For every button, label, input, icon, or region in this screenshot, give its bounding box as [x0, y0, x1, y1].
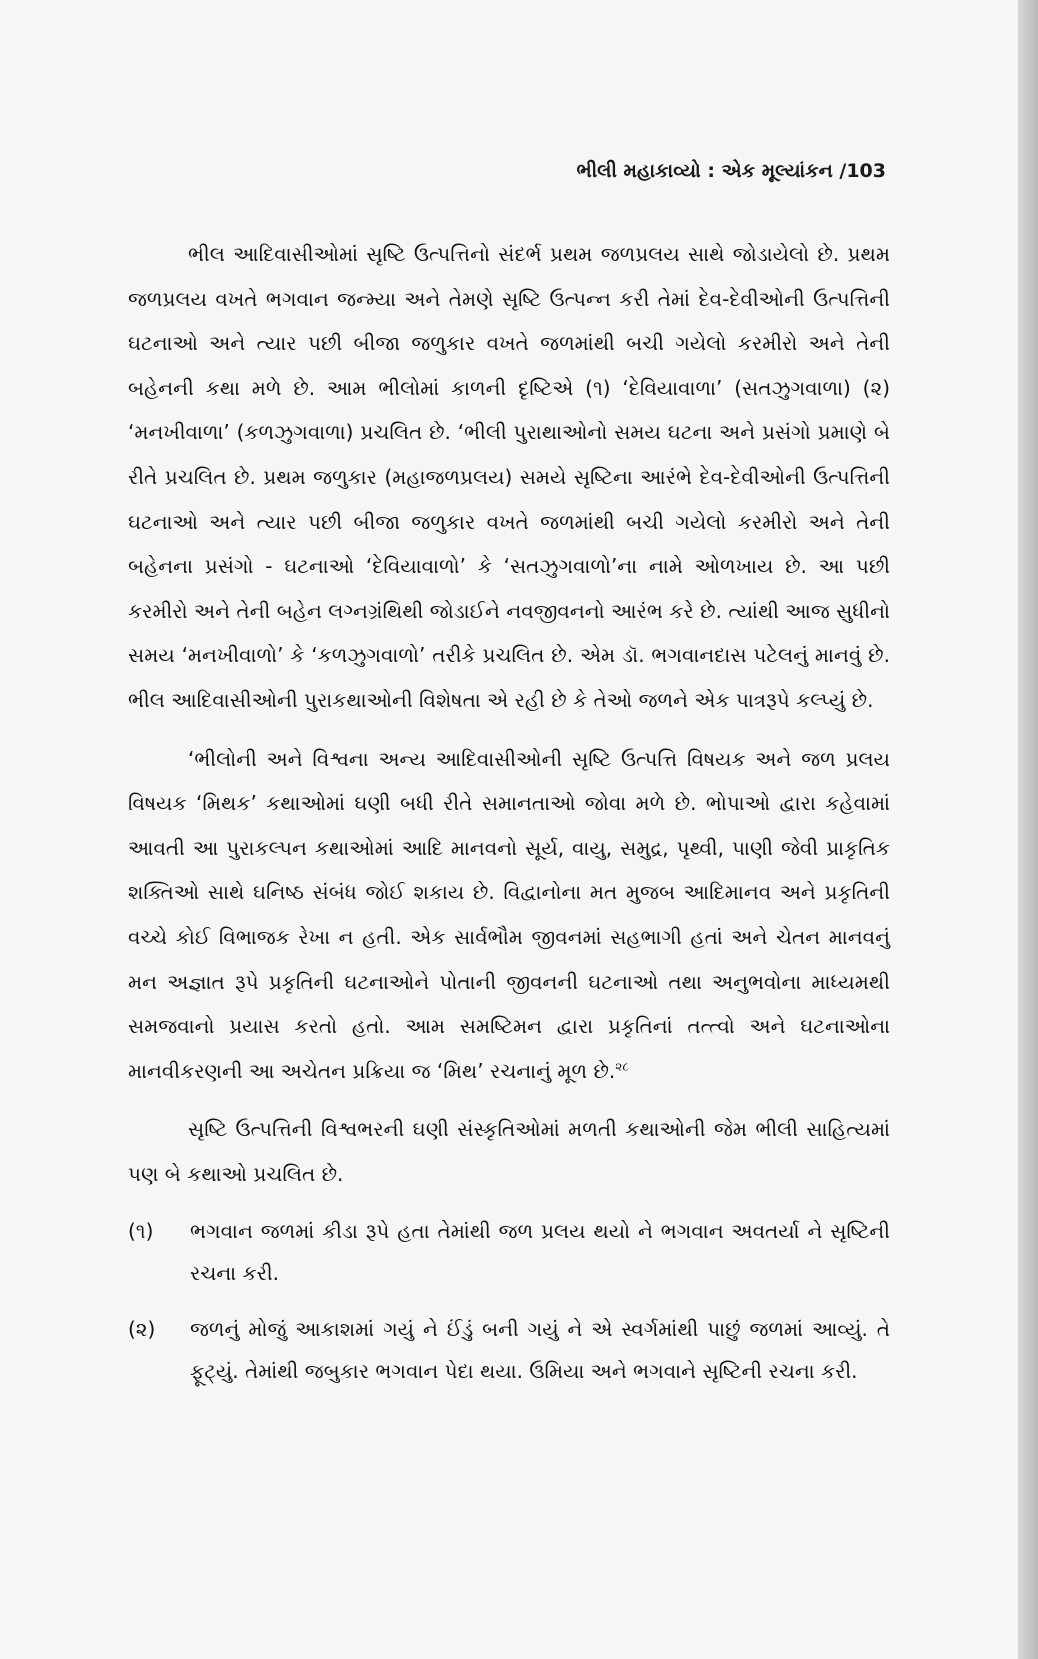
paragraph-text: ભીલ આદિવાસીઓમાં સૃષ્ટિ ઉત્પત્તિનો સંદર્ભ પ્રથમ જળપ્રલય સાથે જોડાયેલો છે. પ્રથમ જળપ્રલય વખતે ભગવાન જન્મ્યા અને તેમણે સૃષ્ટિ ઉત્પન્ન કરી તેમાં દેવ-દેવીઓની ઉત્પત્તિની ઘટનાઓ અને ત્યાર પછી બીજા જળુકાર વખતે જળમાંથી બચી ગયેલો કરમીરો અને તેની બહેનની કથા મળે છે. આમ ભીલોમાં કાળની દૃષ્ટિએ (૧) ‘દેવિયાવાળા’ (સતઝુગવાળા) (૨) ‘મનખીવાળા’ (કળઝુગવાળા) પ્રચલિત છે. ‘ભીલી પુરાથાઓનો સમય ઘટના અને પ્રસંગો પ્રમાણે બે રીતે પ્રચલિત છે. પ્રથમ જળુકાર (મહાજળપ્રલય) સમયે સૃષ્ટિના આરંભે દેવ-દેવીઓની ઉત્પત્તિની ઘટનાઓ અને ત્યાર પછી બીજા જળુકાર વખતે જળમાંથી બચી ગયેલો કરમીરો અને તેની બહેનના પ્રસંગો - ઘટનાઓ ‘દેવિયાવાળો’ કે ‘સતઝુગવાળો’ના નામે ઓળખાય છે. આ પછી કરમીરો અને તેની બહેન લગ્નગ્રંથિથી જોડાઈને નવજીવનનો આરંભ કરે છે. ત્યાંથી આજ સુધીનો સમય ‘મનખીવાળો’ કે ‘કળઝુગવાળો’ તરીકે પ્રચલિત છે. એમ ડૉ. ભગવાનદાસ પટેલનું માનવું છે. ભીલ આદિવાસીઓની પુરાકથાઓની વિશેષતા એ રહી છે કે તેઓ જળને એક પાત્રરૂપે કલ્પ્યું છે.: [128, 242, 890, 712]
footnote-marker: ૨૮: [615, 1059, 629, 1074]
page-edge: [1018, 0, 1038, 1659]
list-item-text: ભગવાન જળમાં કીડા રૂપે હતા તેમાંથી જળ પ્રલય થયો ને ભગવાન અવતર્યા ને સૃષ્ટિની રચના કરી.: [190, 1219, 890, 1286]
page-body: [128, 232, 890, 1406]
list-item-number: (૧): [128, 1219, 154, 1244]
paragraph-text: ‘ભીલોની અને વિશ્વના અન્ય આદિવાસીઓની સૃષ્ટિ ઉત્પત્તિ વિષયક અને જળ પ્રલય વિષયક ‘મિથક’ કથાઓમાં ઘણી બધી રીતે સમાનતાઓ જોવા મળે છે. ભોપાઓ દ્વારા કહેવામાં આવતી આ પુરાકલ્પન કથાઓમાં આદિ માનવનો સૂર્ય, વાયુ, સમુદ્ર, પૃથ્વી, પાણી જેવી પ્રાકૃતિક શક્તિઓ સાથે ઘનિષ્ઠ સંબંધ જોઈ શકાય છે. વિદ્વાનોના મત મુજબ આદિમાનવ અને પ્રકૃતિની વચ્ચે કોઈ વિભાજક રેખા ન હતી. એક સાર્વભૌમ જીવનમાં સહભાગી હતાં અને ચેતન માનવનું મન અજ્ઞાત રૂપે પ્રકૃતિની ઘટનાઓને પોતાની જીવનની ઘટનાઓ તથા અનુભવોના માધ્યમથી સમજવાનો પ્રયાસ કરતો હતો. આમ સમષ્ટિમન દ્વારા પ્રકૃતિનાં તત્ત્વો અને ઘટનાઓના માનવીકરણની આ અચેતન પ્રક્રિયા જ ‘મિથ’ રચનાનું મૂળ છે.: [128, 746, 890, 1083]
paragraph-two-stories: [128, 1107, 890, 1196]
paragraph-creation-flood: [128, 232, 890, 723]
running-head: ભીલી મહાકાવ્યો : એક મૂલ્યાંકન /103: [576, 160, 886, 182]
list-item: [128, 1308, 890, 1392]
list-item-text: જળનું મોજું આકાશમાં ગયું ને ઈંડું બની ગયું ને એ સ્વર્ગમાંથી પાછું જળમાં આવ્યું. તે ફૂટ્યું. તેમાંથી જબુકાર ભગવાન પેદા થયા. ઉમિયા અને ભગવાને સૃષ્ટિની રચના કરી.: [190, 1317, 890, 1384]
list-item: [128, 1210, 890, 1294]
list-item-number: (૨): [128, 1317, 156, 1342]
paragraph-text: સૃષ્ટિ ઉત્પત્તિની વિશ્વભરની ઘણી સંસ્કૃતિઓમાં મળતી કથાઓની જેમ ભીલી સાહિત્યમાં પણ બે કથાઓ પ્રચલિત છે.: [128, 1117, 890, 1186]
paragraph-myth-quote: [128, 737, 890, 1094]
